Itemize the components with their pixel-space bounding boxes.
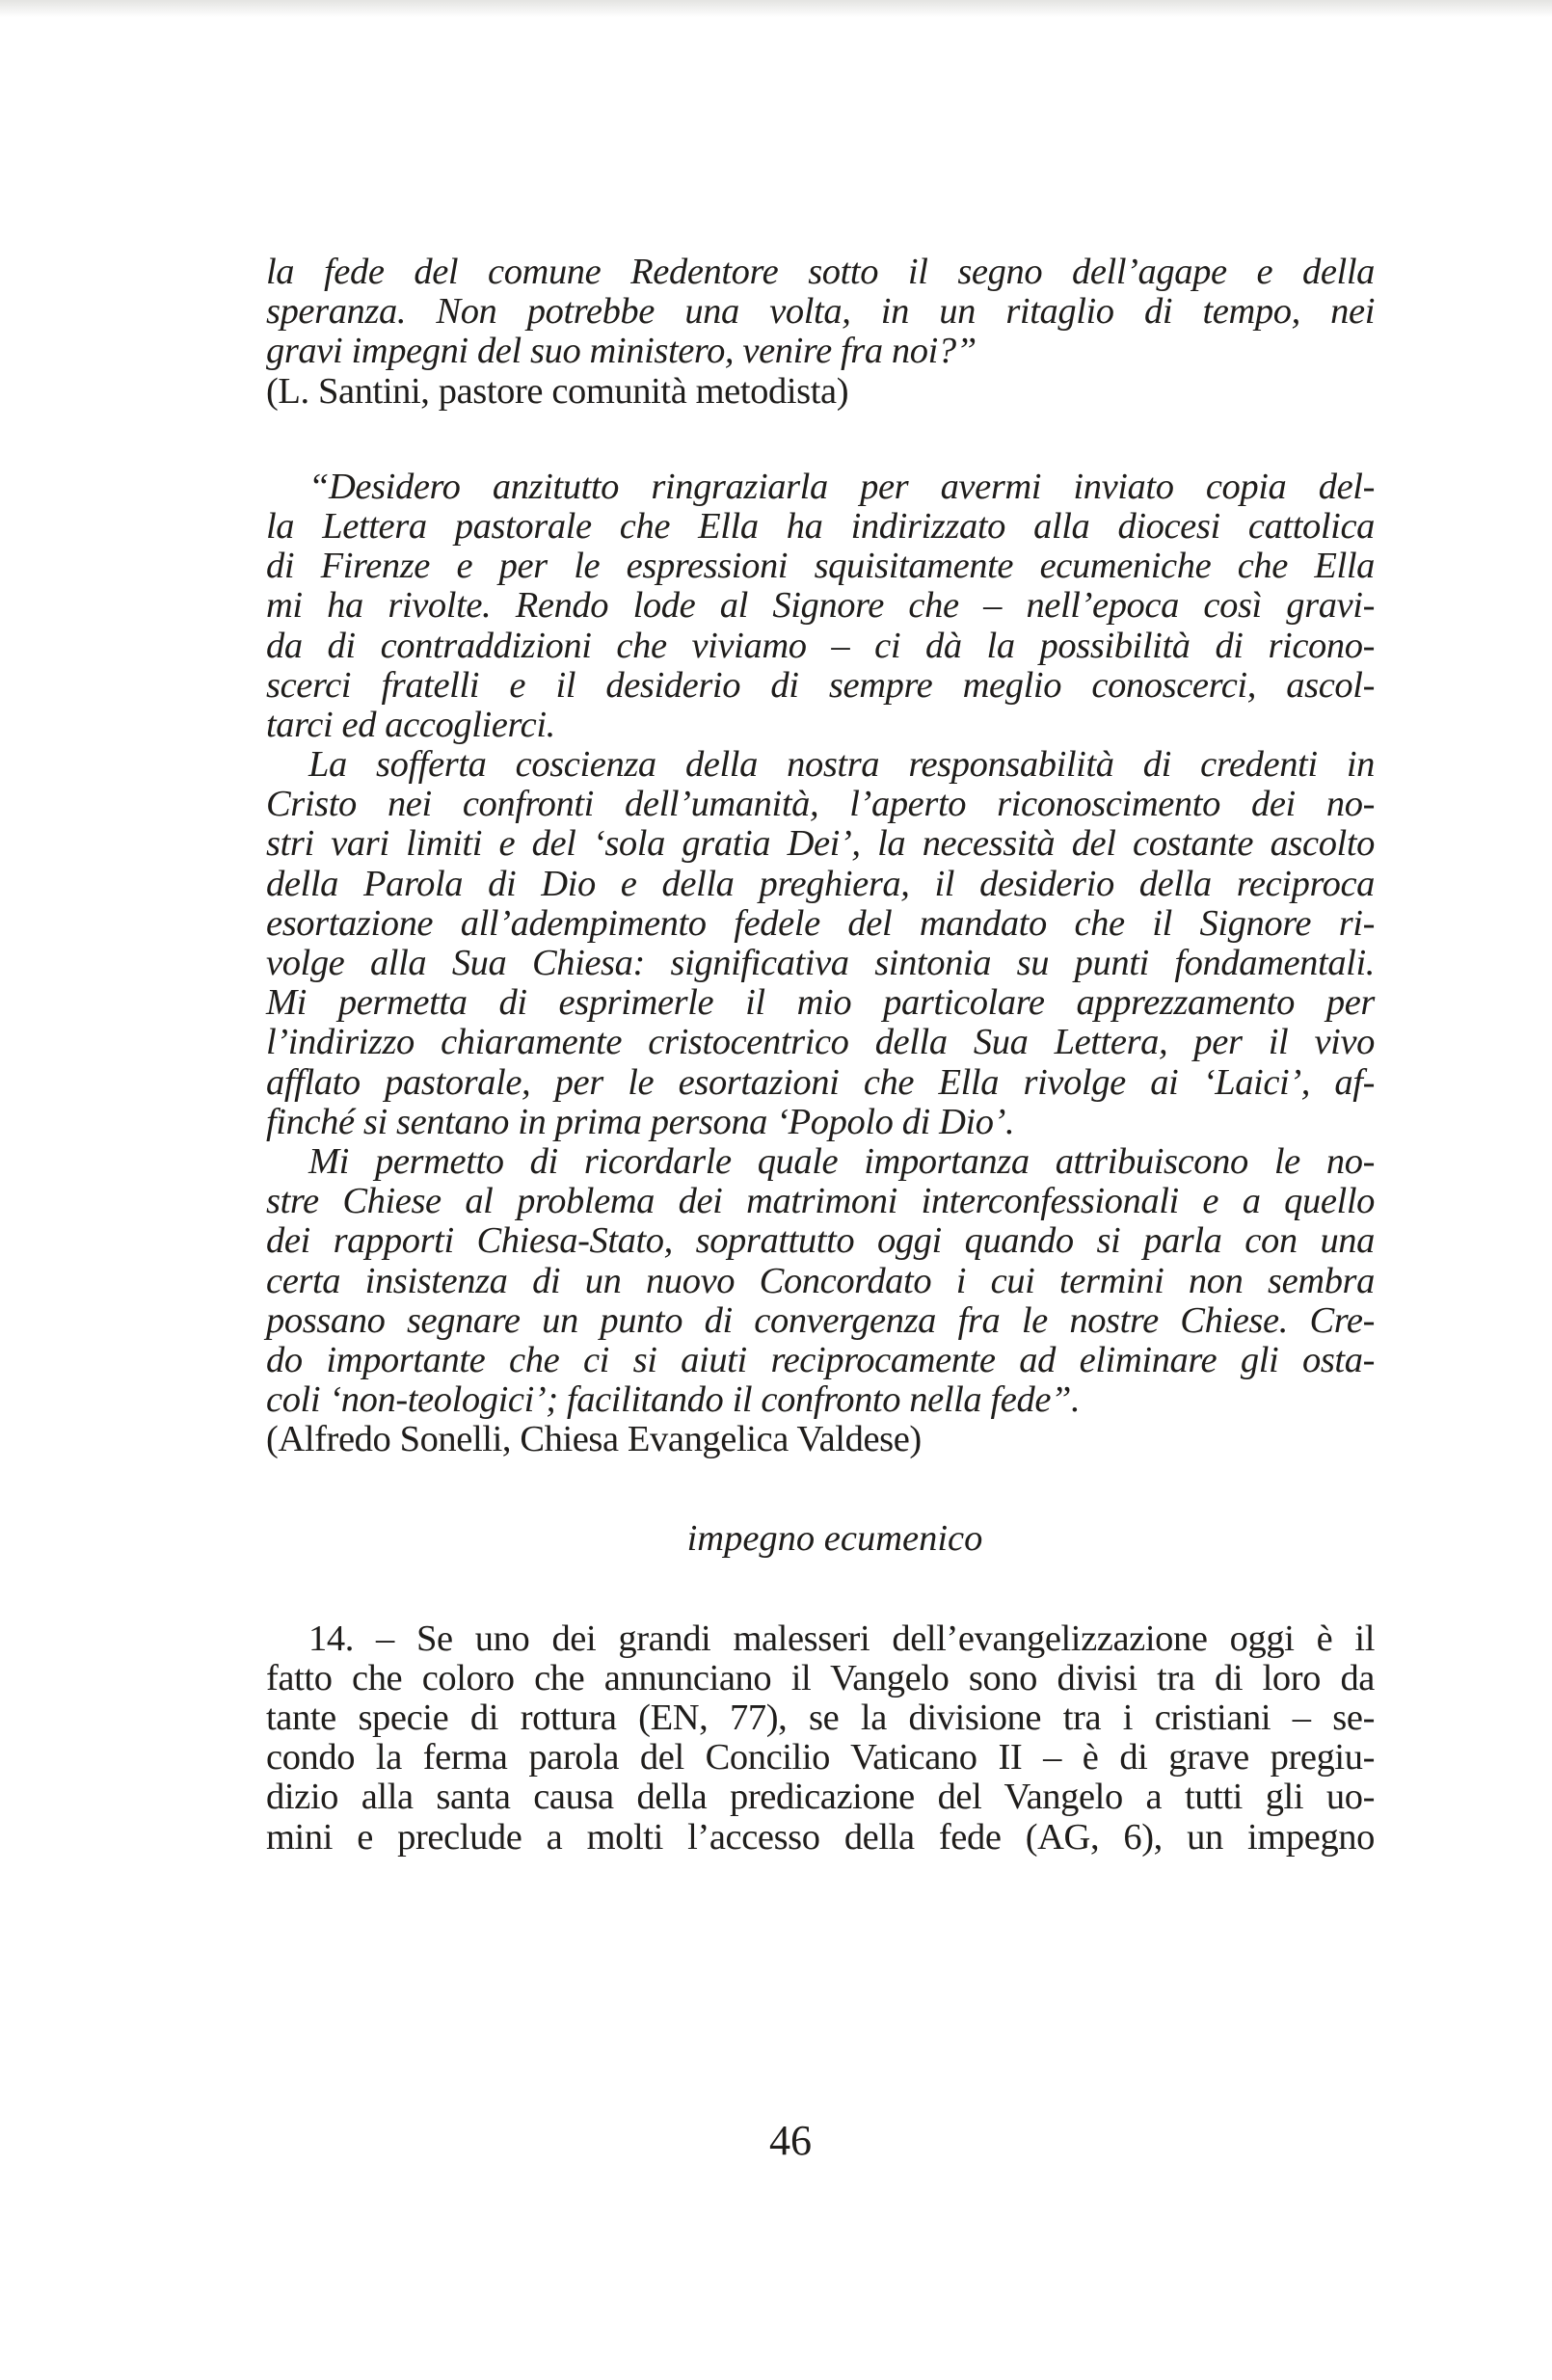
paragraph: [266, 745, 1375, 1142]
text-line: scerci fratelli e il desiderio di sempre meglio conoscerci, ascol-: [266, 664, 1375, 706]
text-line: “Desidero anzitutto ringraziarla per avermi inviato copia del-: [308, 466, 1375, 507]
text-line: certa insistenza di un nuovo Concordato i cui termini non sembra: [266, 1260, 1375, 1301]
text-line: Cristo nei confronti dell’umanità, l’aperto riconoscimento dei no-: [266, 784, 1375, 825]
text-line: mi ha rivolte. Rendo lode al Signore che – nell’epoca così gravi-: [266, 585, 1375, 627]
text-line: speranza. Non potrebbe una volta, in un ritaglio di tempo, nei: [266, 291, 1375, 333]
scan-edge-shadow: [0, 0, 1552, 17]
text-line: mini e preclude a molti l’accesso della fede (AG, 6), un impegno: [266, 1816, 1375, 1858]
text-line: condo la ferma parola del Concilio Vaticano II – è di grave pregiu-: [266, 1737, 1375, 1778]
section-impegno-ecumenico: [266, 1519, 1375, 1857]
text-line: gravi impegni del suo ministero, venire fra noi?”: [266, 331, 977, 372]
paragraph: [266, 1619, 1375, 1858]
paragraph: [266, 468, 1375, 745]
text-line: della Parola di Dio e della preghiera, il desiderio della reciproca: [266, 863, 1375, 904]
text-line: esortazione all’adempimento fedele del mandato che il Signore ri-: [266, 902, 1375, 944]
text-line: la fede del comune Redentore sotto il segno dell’agape e della: [266, 252, 1375, 292]
text-line: dizio alla santa causa della predicazione del Vangelo a tutti gli uo-: [266, 1777, 1375, 1818]
section-heading: impegno ecumenico: [686, 1518, 983, 1560]
text-line: l’indirizzo chiaramente cristocentrico della Sua Lettera, per il vivo: [266, 1022, 1375, 1063]
text-line: tarci ed accoglierci.: [266, 704, 555, 745]
text-line: Mi permetto di ricordarle quale importanza attribuiscono le no-: [308, 1140, 1375, 1182]
page-number: 46: [769, 2117, 812, 2164]
text-line: la Lettera pastorale che Ella ha indirizzato alla diocesi cattolica: [266, 505, 1375, 547]
text-line: da di contraddizioni che viviamo – ci dà la possibilità di ricono-: [266, 625, 1375, 666]
quote-block-sonelli: [266, 468, 1375, 1460]
text-line: di Firenze e per le espressioni squisitamente ecumeniche che Ella: [266, 546, 1375, 587]
spacer: [266, 1459, 1375, 1519]
text-line: coli ‘non-teologici’; facilitando il confronto nella fede”.: [266, 1379, 1081, 1421]
text-line: possano segnare un punto di convergenza fra le nostre Chiese. Cre-: [266, 1299, 1375, 1341]
text-line: Mi permetta di esprimerle il mio particolare apprezzamento per: [266, 982, 1375, 1024]
text-line: fatto che coloro che annunciano il Vangelo sono divisi tra di loro da: [266, 1657, 1375, 1698]
spacer: [266, 412, 1375, 468]
text-line: volge alla Sua Chiesa: significativa sintonia su punti fondamentali.: [266, 943, 1375, 983]
attribution-sonelli: (Alfredo Sonelli, Chiesa Evangelica Valdese): [266, 1419, 922, 1460]
text-line: do importante che ci si aiuti reciprocamente ad eliminare gli osta-: [266, 1339, 1375, 1380]
text-line: dei rapporti Chiesa-Stato, soprattutto oggi quando si parla con una: [266, 1220, 1375, 1262]
spacer: [266, 1560, 1375, 1619]
text-line: finché si sentano in prima persona ‘Popolo di Dio’.: [266, 1101, 1015, 1142]
quote-block-santini: [266, 253, 1375, 412]
text-line: afflato pastorale, per le esortazioni che Ella rivolge ai ‘Laici’, af-: [266, 1061, 1375, 1103]
text-line: stri vari limiti e del ‘sola gratia Dei’, la necessità del costante ascolto: [266, 823, 1375, 865]
text-line: La sofferta coscienza della nostra responsabilità di credenti in: [308, 744, 1375, 786]
page-text-column: [266, 253, 1375, 1858]
paragraph: [266, 1142, 1375, 1420]
text-line: 14. – Se uno dei grandi malesseri dell’evangelizzazione oggi è il: [308, 1618, 1375, 1659]
attribution-santini: (L. Santini, pastore comunità metodista): [266, 370, 849, 412]
text-line: stre Chiese al problema dei matrimoni interconfessionali e a quello: [266, 1181, 1375, 1222]
text-line: tante specie di rottura (EN, 77), se la divisione tra i cristiani – se-: [266, 1698, 1375, 1739]
